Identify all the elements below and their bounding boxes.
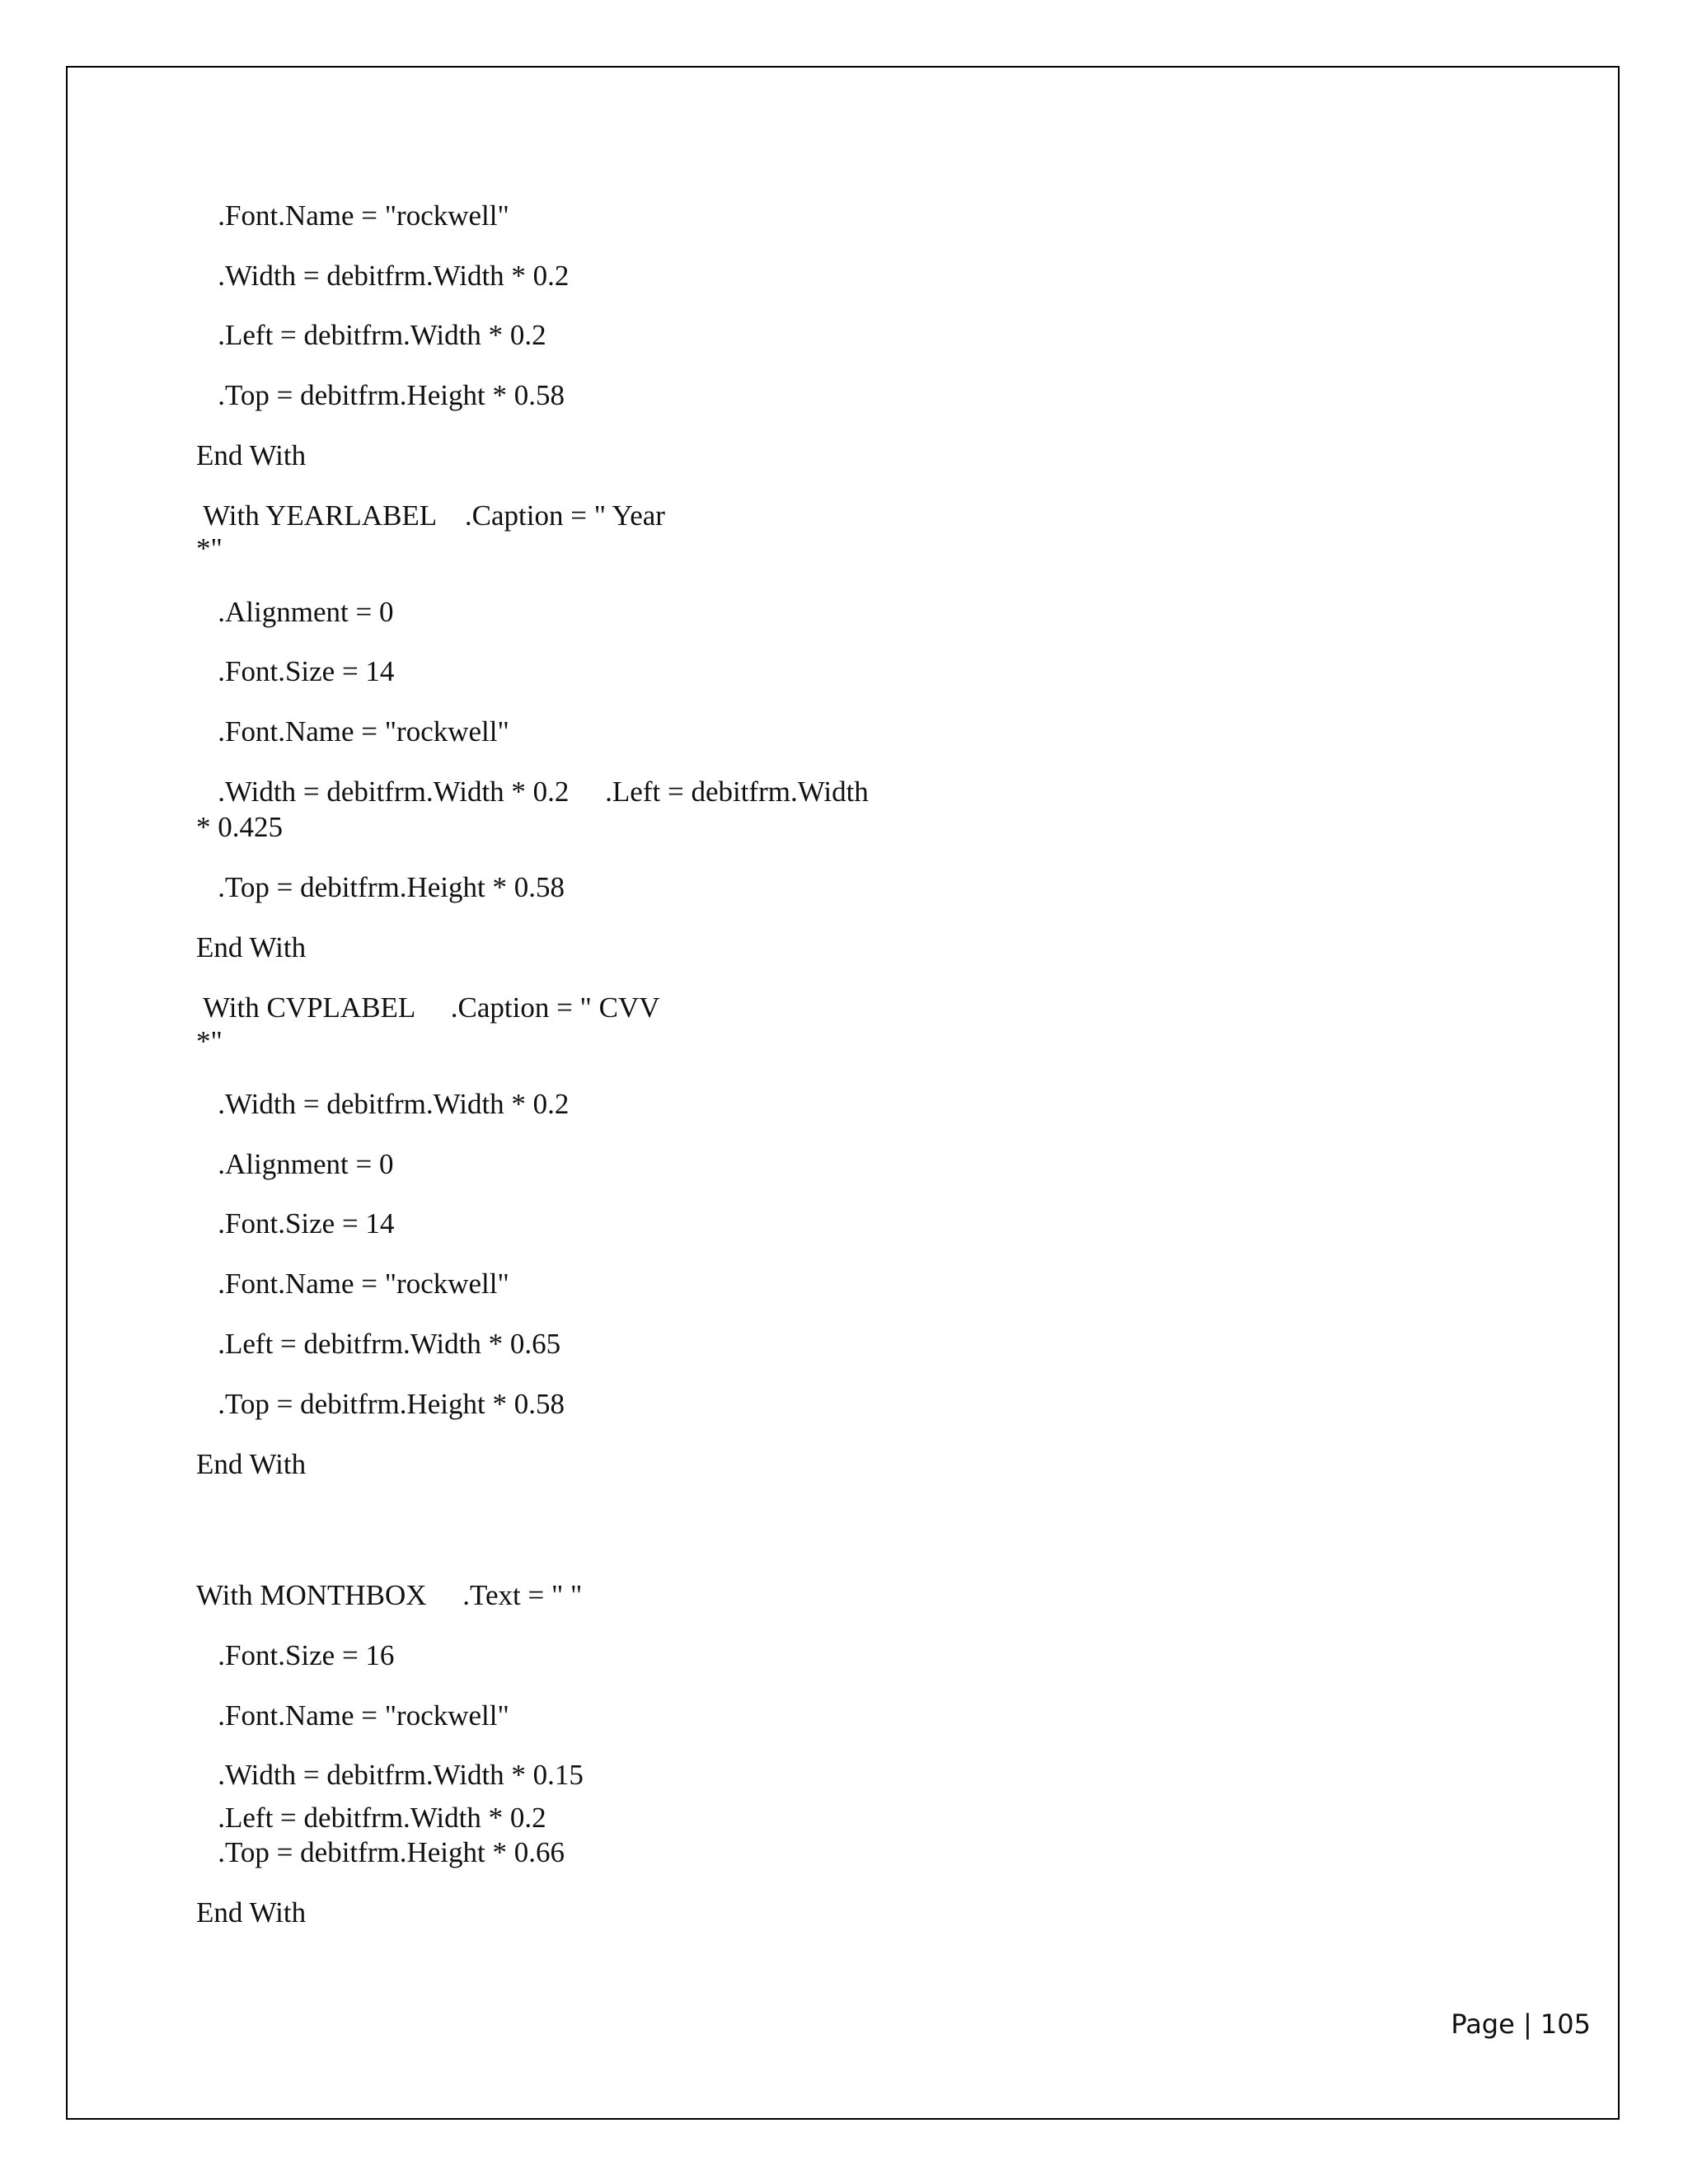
code-line: *" bbox=[196, 532, 223, 565]
code-line: With CVPLABEL .Caption = " CVV bbox=[196, 991, 660, 1024]
code-line: .Alignment = 0 bbox=[196, 1148, 394, 1180]
code-line: .Left = debitfrm.Width * 0.65 bbox=[196, 1328, 561, 1360]
code-line: With YEARLABEL .Caption = " Year bbox=[196, 499, 665, 532]
code-line: .Top = debitfrm.Height * 0.58 bbox=[196, 379, 565, 411]
code-line: .Alignment = 0 bbox=[196, 596, 394, 628]
code-line: .Font.Size = 14 bbox=[196, 1207, 395, 1240]
code-line: .Font.Name = "rockwell" bbox=[196, 1699, 509, 1732]
code-line: End With bbox=[196, 931, 307, 963]
code-line: .Top = debitfrm.Height * 0.66 bbox=[196, 1836, 565, 1868]
code-line: .Width = debitfrm.Width * 0.2 bbox=[196, 1088, 570, 1120]
code-line: * 0.425 bbox=[196, 811, 283, 843]
code-line: .Font.Name = "rockwell" bbox=[196, 715, 509, 748]
page-number: Page | 105 bbox=[1451, 2008, 1591, 2040]
code-line: .Top = debitfrm.Height * 0.58 bbox=[196, 1388, 565, 1420]
code-line: .Font.Name = "rockwell" bbox=[196, 199, 509, 232]
code-line: *" bbox=[196, 1025, 223, 1057]
code-line: .Left = debitfrm.Width * 0.2 bbox=[196, 319, 546, 351]
code-line: .Top = debitfrm.Height * 0.58 bbox=[196, 871, 565, 903]
code-line: With MONTHBOX .Text = " " bbox=[196, 1579, 583, 1611]
code-line: .Width = debitfrm.Width * 0.2 .Left = debitfrm.Width bbox=[196, 776, 869, 808]
code-line: End With bbox=[196, 1448, 307, 1480]
code-line: End With bbox=[196, 439, 307, 471]
code-line: End With bbox=[196, 1896, 307, 1929]
code-line: .Width = debitfrm.Width * 0.15 bbox=[196, 1759, 584, 1791]
code-line: .Left = debitfrm.Width * 0.2 bbox=[196, 1802, 546, 1834]
code-line: .Font.Name = "rockwell" bbox=[196, 1268, 509, 1300]
code-line: .Width = debitfrm.Width * 0.2 bbox=[196, 260, 570, 292]
code-line: .Font.Size = 16 bbox=[196, 1639, 395, 1671]
code-line: .Font.Size = 14 bbox=[196, 655, 395, 687]
